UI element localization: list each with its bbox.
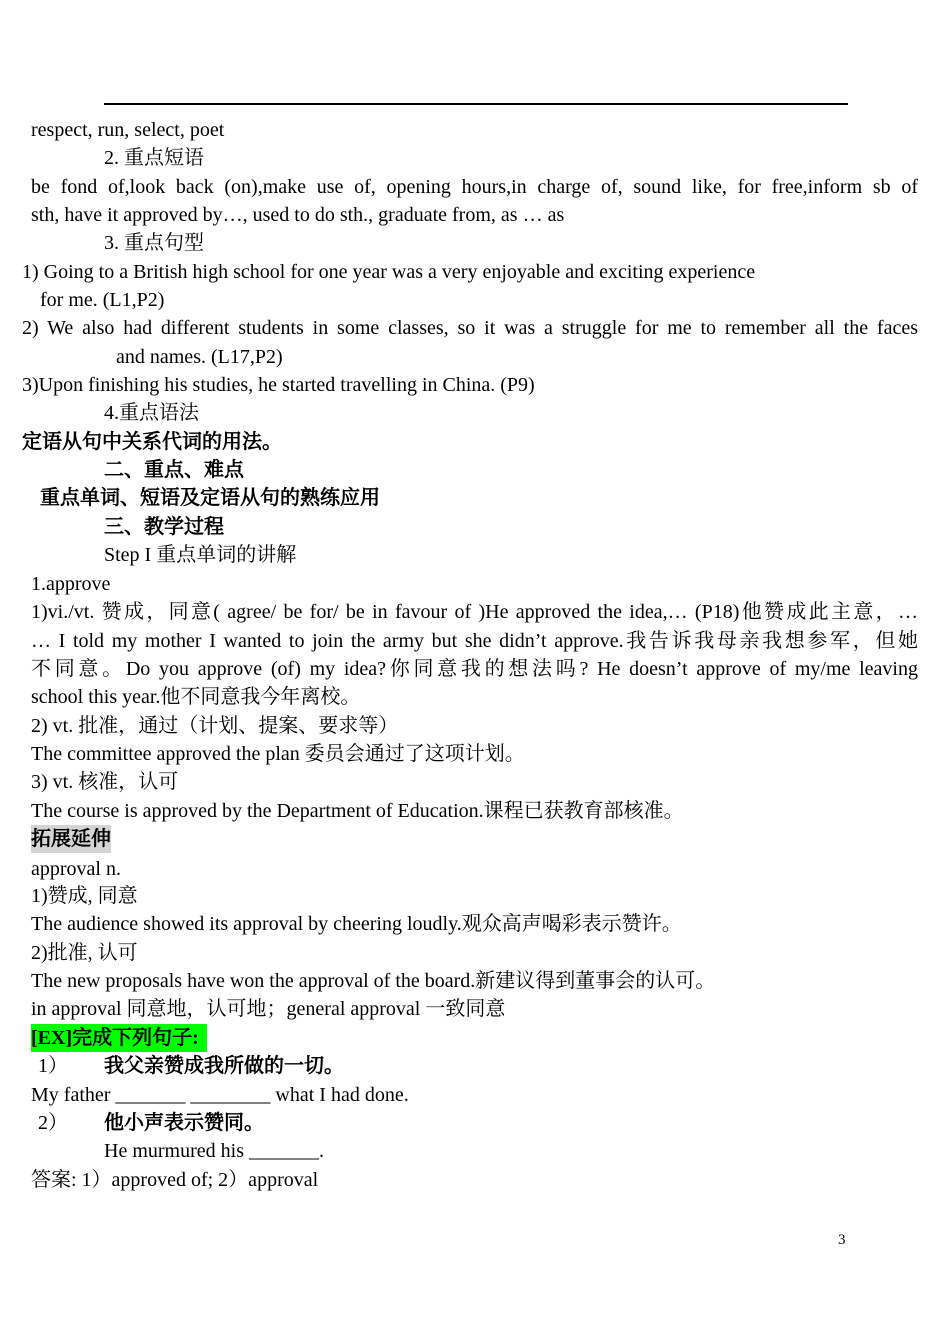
key-points-text: 重点单词、短语及定语从句的熟练应用: [40, 487, 380, 509]
word-approval: approval n.: [31, 858, 121, 880]
extension-heading: 拓展延伸: [31, 825, 111, 853]
approve-sense-3: 3) vt. 核准，认可: [31, 771, 179, 793]
sentence-2-line-1: 2) We also had different students in some classes, so it was a struggle for me to remember all the faces: [22, 317, 918, 339]
approval-sense-1: 1)赞成, 同意: [31, 885, 138, 907]
approve-sense-3-example: The course is approved by the Department of Education.课程已获教育部核准。: [31, 800, 684, 822]
approval-phrases: in approval 同意地，认可地；general approval 一致同意: [31, 998, 506, 1020]
exercise-1-prompt: 我父亲赞成我所做的一切。: [104, 1055, 344, 1077]
sentence-2-line-2: and names. (L17,P2): [116, 346, 283, 368]
phrase-list-line-2: sth, have it approved by…, used to do sth., graduate from, as … as: [31, 204, 565, 226]
step-1-heading: Step I 重点单词的讲解: [104, 544, 297, 566]
approve-sense-1-line-4: school this year.他不同意我今年离校。: [31, 686, 361, 708]
section-heading-grammar: 4.重点语法: [104, 402, 199, 424]
approval-sense-2: 2)批准, 认可: [31, 942, 138, 964]
page-number: 3: [838, 1232, 846, 1248]
sentence-1-line-1: 1) Going to a British high school for one year was a very enjoyable and exciting experience: [22, 261, 756, 283]
exercise-2-prompt: 他小声表示赞同。: [104, 1112, 264, 1134]
section-heading-phrases: 2. 重点短语: [104, 147, 204, 169]
vocab-list: respect, run, select, poet: [31, 119, 225, 141]
exercise-2-blank: He murmured his _______.: [104, 1140, 324, 1162]
sentence-1-line-2: for me. (L1,P2): [40, 289, 165, 311]
section-heading-process: 三、教学过程: [104, 516, 224, 538]
approval-sense-1-example: The audience showed its approval by cheering loudly.观众高声喝彩表示赞许。: [31, 913, 682, 935]
exercise-1-blank: My father _______ ________ what I had done.: [31, 1084, 409, 1106]
word-approve: 1.approve: [31, 573, 111, 595]
section-heading-key-points: 二、重点、难点: [104, 459, 244, 481]
header-rule: [104, 103, 848, 105]
section-heading-sentences: 3. 重点句型: [104, 232, 204, 254]
answer-key: 答案: 1）approved of; 2）approval: [31, 1169, 319, 1191]
grammar-point: 定语从句中关系代词的用法。: [22, 431, 282, 453]
approve-sense-2-example: The committee approved the plan 委员会通过了这项计划。: [31, 743, 525, 765]
approval-sense-2-example: The new proposals have won the approval of the board.新建议得到董事会的认可。: [31, 970, 716, 992]
exercise-heading: [EX]完成下列句子:: [31, 1024, 207, 1052]
exercise-1-number: 1）: [38, 1055, 68, 1077]
approve-sense-2: 2) vt. 批准，通过（计划、提案、要求等）: [31, 715, 399, 737]
approve-sense-1-line-3: 不同意。Do you approve (of) my idea?你同意我的想法吗? He doesn’t approve of my/me leaving: [31, 658, 918, 680]
approve-sense-1-line-1: 1)vi./vt. 赞成，同意( agree/ be for/ be in favour of )He approved the idea,… (P18)他赞成此主意，…: [31, 601, 918, 623]
approve-sense-1-line-2: … I told my mother I wanted to join the army but she didn’t approve.我告诉我母亲我想参军，但她: [31, 630, 918, 652]
phrase-list-line-1: be fond of,look back (on),make use of, opening hours,in charge of, sound like, for free,inform sb of: [31, 176, 918, 198]
sentence-3: 3)Upon finishing his studies, he started travelling in China. (P9): [22, 374, 535, 396]
exercise-2-number: 2）: [38, 1112, 68, 1134]
